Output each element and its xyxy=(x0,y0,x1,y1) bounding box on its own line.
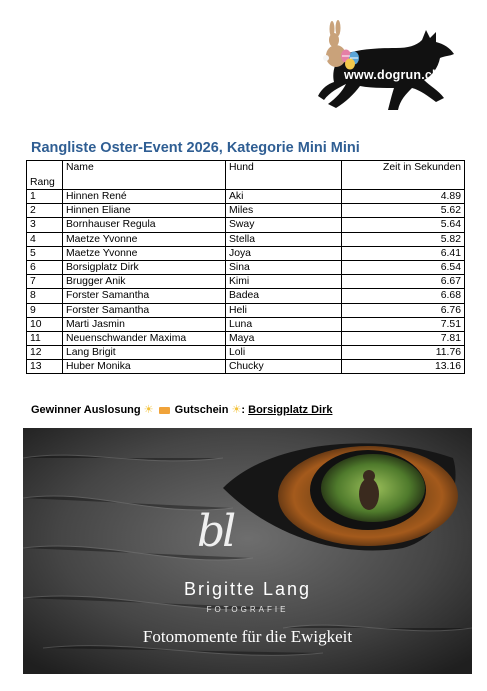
table-row xyxy=(27,260,465,274)
cell-hund: Kimi xyxy=(226,275,342,289)
brand-name: Brigitte Lang xyxy=(183,579,312,599)
cell-name: Marti Jasmin xyxy=(63,317,226,331)
cell-hund: Chucky xyxy=(226,360,342,374)
winner-label: Gewinner Auslosung xyxy=(31,404,141,416)
cell-rang: 10 xyxy=(27,317,63,331)
cell-hund: Heli xyxy=(226,303,342,317)
cell-zeit: 6.41 xyxy=(342,246,465,260)
table-row xyxy=(27,289,465,303)
page-title: Rangliste Oster-Event 2026, Kategorie Mini Mini xyxy=(31,140,360,156)
cell-rang: 6 xyxy=(27,260,63,274)
cell-name: Maetze Yvonne xyxy=(63,246,226,260)
table-row xyxy=(27,232,465,246)
ranking-table xyxy=(26,160,465,374)
cell-rang: 12 xyxy=(27,346,63,360)
cell-hund: Stella xyxy=(226,232,342,246)
cell-rang: 3 xyxy=(27,218,63,232)
cell-hund: Sway xyxy=(226,218,342,232)
cell-zeit: 6.68 xyxy=(342,289,465,303)
cell-rang: 5 xyxy=(27,246,63,260)
cell-zeit: 7.51 xyxy=(342,317,465,331)
header-rang: Rang xyxy=(27,161,63,190)
cell-name: Huber Monika xyxy=(63,360,226,374)
cell-rang: 9 xyxy=(27,303,63,317)
cell-zeit: 6.54 xyxy=(342,260,465,274)
cell-name: Borsigplatz Dirk xyxy=(63,260,226,274)
brand-monogram: bl xyxy=(197,506,234,557)
cell-name: Lang Brigit xyxy=(63,346,226,360)
cell-rang: 7 xyxy=(27,275,63,289)
brand-subtitle: FOTOGRAFIE xyxy=(206,605,289,614)
table-row xyxy=(27,317,465,331)
cell-name: Bornhauser Regula xyxy=(63,218,226,232)
table-row xyxy=(27,218,465,232)
cell-rang: 11 xyxy=(27,331,63,345)
cell-zeit: 13.16 xyxy=(342,360,465,374)
cell-zeit: 7.81 xyxy=(342,331,465,345)
winner-line xyxy=(31,403,333,416)
cell-hund: Luna xyxy=(226,317,342,331)
table-row xyxy=(27,204,465,218)
cell-name: Neuenschwander Maxima xyxy=(63,331,226,345)
table-row xyxy=(27,246,465,260)
cell-zeit: 6.76 xyxy=(342,303,465,317)
dogrun-logo xyxy=(312,18,462,114)
cell-zeit: 6.67 xyxy=(342,275,465,289)
cell-hund: Aki xyxy=(226,190,342,204)
header-name: Name xyxy=(63,161,226,190)
winner-separator: : xyxy=(241,404,246,416)
winner-name: Borsigplatz Dirk xyxy=(248,404,333,416)
running-dog-icon xyxy=(312,18,462,114)
cell-rang: 1 xyxy=(27,190,63,204)
cell-rang: 13 xyxy=(27,360,63,374)
cell-name: Forster Samantha xyxy=(63,303,226,317)
cell-hund: Loli xyxy=(226,346,342,360)
sun-emoji-icon: ☀ xyxy=(231,404,242,416)
cell-name: Maetze Yvonne xyxy=(63,232,226,246)
cell-hund: Joya xyxy=(226,246,342,260)
table-row xyxy=(27,360,465,374)
cell-zeit: 5.82 xyxy=(342,232,465,246)
cell-rang: 4 xyxy=(27,232,63,246)
cell-hund: Miles xyxy=(226,204,342,218)
logo-url[interactable]: www.dogrun.ch xyxy=(344,68,440,82)
cell-hund: Maya xyxy=(226,331,342,345)
table-row xyxy=(27,303,465,317)
table-row xyxy=(27,190,465,204)
table-row xyxy=(27,346,465,360)
winner-prize: Gutschein xyxy=(174,404,229,416)
cell-name: Forster Samantha xyxy=(63,289,226,303)
cell-zeit: 11.76 xyxy=(342,346,465,360)
header-zeit: Zeit in Sekunden xyxy=(342,161,465,190)
brand-slogan: Fotomomente für die Ewigkeit xyxy=(142,627,353,646)
cell-zeit: 5.64 xyxy=(342,218,465,232)
table-header-row xyxy=(27,161,465,190)
table-row xyxy=(27,331,465,345)
cell-hund: Badea xyxy=(226,289,342,303)
ticket-emoji-icon xyxy=(159,407,170,414)
cell-rang: 2 xyxy=(27,204,63,218)
cell-name: Hinnen Eliane xyxy=(63,204,226,218)
dog-eye-photo xyxy=(23,428,472,674)
cell-hund: Sina xyxy=(226,260,342,274)
cell-zeit: 4.89 xyxy=(342,190,465,204)
cell-zeit: 5.62 xyxy=(342,204,465,218)
cell-rang: 8 xyxy=(27,289,63,303)
cell-name: Hinnen René xyxy=(63,190,226,204)
cell-name: Brugger Anik xyxy=(63,275,226,289)
header-hund: Hund xyxy=(226,161,342,190)
sun-emoji-icon: ☀ xyxy=(143,404,154,416)
table-row xyxy=(27,275,465,289)
